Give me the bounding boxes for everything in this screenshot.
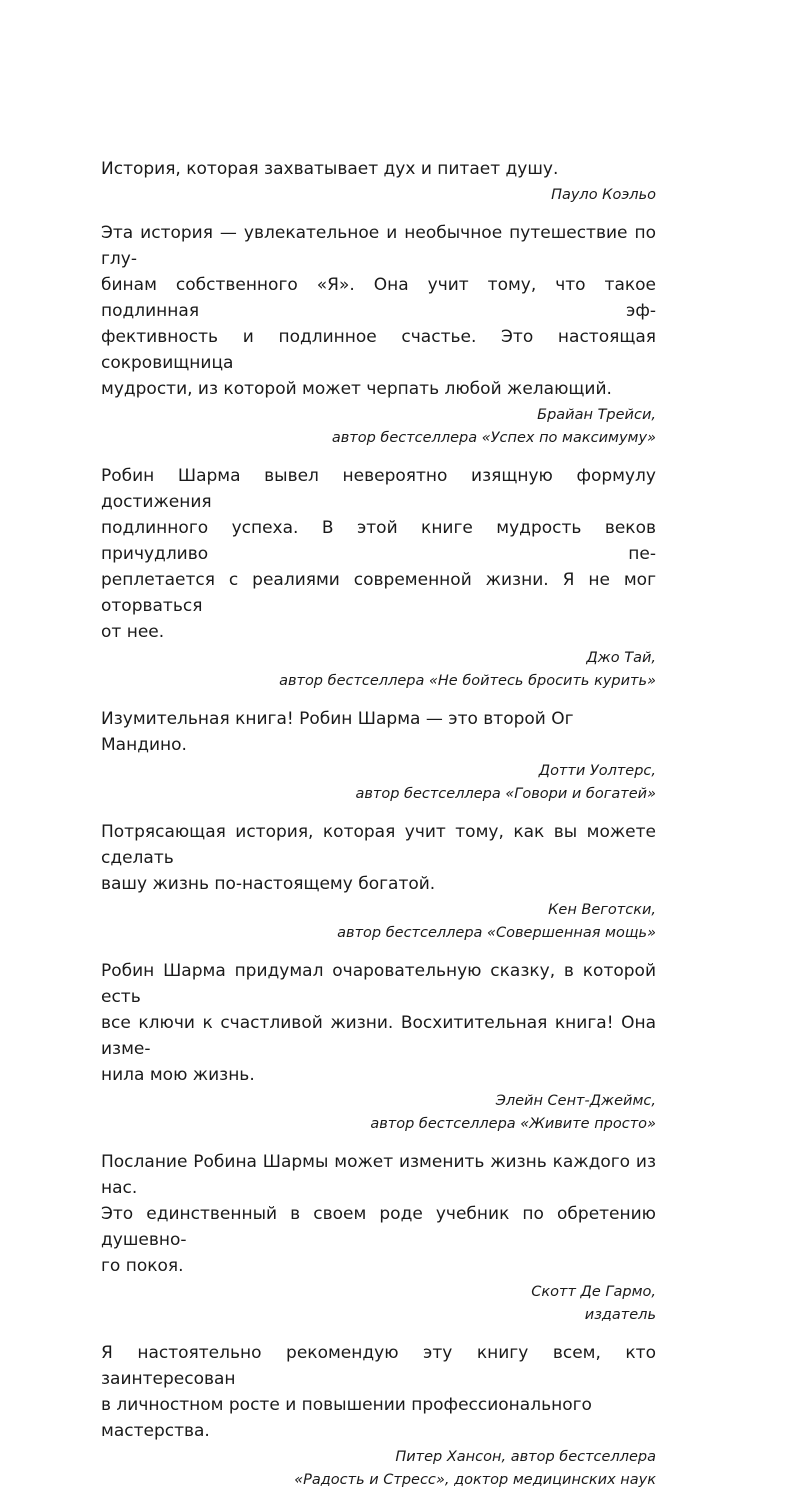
quote-line: Робин Шарма вывел невероятно изящную формулу достижения bbox=[101, 466, 656, 512]
blurb-quote bbox=[101, 220, 656, 402]
quote-line: в личностном росте и повышении профессионального мастерства. bbox=[101, 1395, 592, 1441]
blurbs-column bbox=[101, 156, 656, 1505]
blurb-attribution bbox=[101, 184, 656, 207]
blurb-quote bbox=[101, 156, 656, 182]
blurb-attribution bbox=[101, 1281, 656, 1327]
blurb-quote bbox=[101, 958, 656, 1088]
attribution-line: автор бестселлера «Говори и богатей» bbox=[355, 786, 656, 802]
blurb bbox=[101, 1149, 656, 1327]
blurb-quote bbox=[101, 1340, 656, 1444]
attribution-line: Пауло Коэльо bbox=[551, 187, 656, 203]
quote-line: Потрясающая история, которая учит тому, как вы можете сделать bbox=[101, 822, 656, 868]
blurb bbox=[101, 220, 656, 450]
quote-line: реплетается с реалиями современной жизни. Я не мог оторваться bbox=[101, 570, 656, 616]
blurb-attribution bbox=[101, 647, 656, 693]
quote-line: фективность и подлинное счастье. Это настоящая сокровищница bbox=[101, 327, 656, 373]
attribution-line: Питер Хансон, автор бестселлера bbox=[395, 1449, 656, 1465]
attribution-line: Кен Веготски, bbox=[548, 902, 656, 918]
attribution-line: автор бестселлера «Не бойтесь бросить курить» bbox=[279, 673, 656, 689]
attribution-line: Скотт Де Гармо, bbox=[531, 1284, 656, 1300]
blurb-attribution bbox=[101, 1090, 656, 1136]
quote-line: го покоя. bbox=[101, 1256, 184, 1276]
quote-line: от нее. bbox=[101, 622, 165, 642]
quote-line: нила мою жизнь. bbox=[101, 1065, 255, 1085]
attribution-line: автор бестселлера «Живите просто» bbox=[370, 1116, 656, 1132]
attribution-line: Дотти Уолтерс, bbox=[538, 763, 656, 779]
blurb bbox=[101, 156, 656, 207]
blurb bbox=[101, 1340, 656, 1492]
blurb-attribution bbox=[101, 404, 656, 450]
blurb-attribution bbox=[101, 760, 656, 806]
blurb bbox=[101, 706, 656, 806]
attribution-line: «Радость и Стресс», доктор медицинских наук bbox=[294, 1472, 656, 1488]
blurb-quote bbox=[101, 463, 656, 645]
quote-line: Робин Шарма придумал очаровательную сказку, в которой есть bbox=[101, 961, 656, 1007]
attribution-line: Элейн Сент-Джеймс, bbox=[495, 1093, 656, 1109]
blurb-attribution bbox=[101, 1446, 656, 1492]
blurb-quote bbox=[101, 819, 656, 897]
quote-line: вашу жизнь по-настоящему богатой. bbox=[101, 874, 436, 894]
blurb bbox=[101, 463, 656, 693]
quote-line: подлинного успеха. В этой книге мудрость веков причудливо пе- bbox=[101, 518, 656, 564]
attribution-line: Брайан Трейси, bbox=[537, 407, 656, 423]
blurb-attribution bbox=[101, 899, 656, 945]
attribution-line: издатель bbox=[584, 1307, 656, 1323]
blurb bbox=[101, 958, 656, 1136]
blurb-quote bbox=[101, 1149, 656, 1279]
quote-line: Изумительная книга! Робин Шарма — это второй Ог Мандино. bbox=[101, 709, 574, 755]
quote-line: все ключи к счастливой жизни. Восхитительная книга! Она изме- bbox=[101, 1013, 656, 1059]
quote-line: Я настоятельно рекомендую эту книгу всем, кто заинтересован bbox=[101, 1343, 656, 1389]
blurb bbox=[101, 819, 656, 945]
quote-line: Послание Робина Шармы может изменить жизнь каждого из нас. bbox=[101, 1152, 656, 1198]
quote-line: Это единственный в своем роде учебник по обретению душевно- bbox=[101, 1204, 656, 1250]
blurb-quote bbox=[101, 706, 656, 758]
attribution-line: автор бестселлера «Успех по максимуму» bbox=[331, 430, 656, 446]
quote-line: История, которая захватывает дух и питает душу. bbox=[101, 159, 559, 179]
quote-line: бинам собственного «Я». Она учит тому, что такое подлинная эф- bbox=[101, 275, 656, 321]
attribution-line: автор бестселлера «Совершенная мощь» bbox=[337, 925, 656, 941]
quote-line: мудрости, из которой может черпать любой желающий. bbox=[101, 379, 612, 399]
quote-line: Эта история — увлекательное и необычное путешествие по глу- bbox=[101, 223, 656, 269]
attribution-line: Джо Тай, bbox=[586, 650, 656, 666]
